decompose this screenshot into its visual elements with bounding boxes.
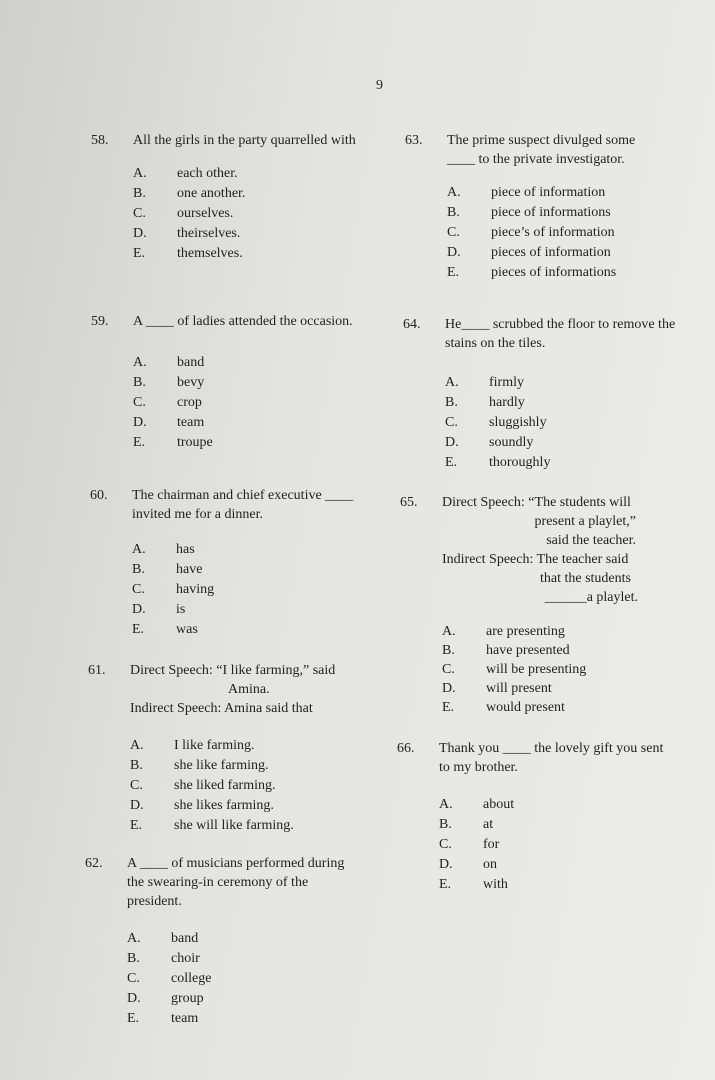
option-letter: E. bbox=[132, 622, 145, 637]
option-a[interactable] bbox=[132, 540, 362, 560]
option-b[interactable] bbox=[130, 756, 365, 776]
option-text: she like farming. bbox=[174, 758, 269, 773]
option-letter: D. bbox=[439, 857, 453, 872]
question-number: 65. bbox=[400, 495, 418, 510]
option-e[interactable] bbox=[445, 453, 677, 473]
option-text: piece of informations bbox=[491, 205, 611, 220]
option-letter: B. bbox=[127, 951, 140, 966]
question-65 bbox=[400, 493, 642, 717]
question-61 bbox=[88, 661, 365, 836]
option-a[interactable] bbox=[133, 353, 363, 373]
direct-speech-line: Direct Speech: “The students will bbox=[442, 495, 631, 510]
option-text: with bbox=[483, 877, 508, 892]
option-letter: B. bbox=[447, 205, 460, 220]
option-letter: E. bbox=[442, 700, 455, 715]
option-text: sluggishly bbox=[489, 415, 547, 430]
option-letter: E. bbox=[130, 818, 143, 833]
question-60 bbox=[90, 486, 362, 640]
option-letter: B. bbox=[442, 643, 455, 658]
option-b[interactable] bbox=[133, 373, 363, 393]
option-d[interactable] bbox=[127, 989, 352, 1009]
page-number: 9 bbox=[376, 78, 383, 93]
option-text: about bbox=[483, 797, 515, 812]
indirect-speech-continuation: that the students bbox=[540, 571, 631, 586]
option-letter: D. bbox=[442, 681, 456, 696]
option-c[interactable] bbox=[130, 776, 365, 796]
question-stem: All the girls in the party quarrelled with bbox=[133, 133, 356, 148]
option-d[interactable] bbox=[439, 855, 664, 875]
option-e[interactable] bbox=[447, 263, 662, 283]
question-stem: The prime suspect divulged some ____ to the private investigator. bbox=[447, 133, 636, 167]
option-text: ourselves. bbox=[177, 206, 234, 221]
option-letter: C. bbox=[445, 415, 458, 430]
option-letter: A. bbox=[133, 166, 147, 181]
option-letter: B. bbox=[130, 758, 143, 773]
option-b[interactable] bbox=[445, 393, 677, 413]
option-letter: C. bbox=[133, 395, 146, 410]
option-text: have presented bbox=[486, 643, 570, 658]
option-text: on bbox=[483, 857, 497, 872]
option-d[interactable] bbox=[130, 796, 365, 816]
option-a[interactable] bbox=[133, 164, 363, 184]
option-text: each other. bbox=[177, 166, 238, 181]
question-number: 62. bbox=[85, 856, 103, 871]
question-stem: He____ scrubbed the floor to remove the stains on the tiles. bbox=[445, 317, 676, 351]
option-d[interactable] bbox=[442, 679, 642, 698]
question-stem: Thank you ____ the lovely gift you sent to my brother. bbox=[439, 741, 664, 775]
option-letter: A. bbox=[132, 542, 146, 557]
option-text: pieces of information bbox=[491, 245, 611, 260]
option-e[interactable] bbox=[133, 244, 363, 264]
question-number: 63. bbox=[405, 133, 423, 148]
question-number: 58. bbox=[91, 133, 109, 148]
option-text: crop bbox=[177, 395, 202, 410]
option-a[interactable] bbox=[439, 795, 664, 815]
option-letter: B. bbox=[133, 186, 146, 201]
options-list bbox=[133, 164, 363, 264]
option-letter: D. bbox=[132, 602, 146, 617]
option-letter: B. bbox=[439, 817, 452, 832]
option-letter: C. bbox=[130, 778, 143, 793]
option-a[interactable] bbox=[445, 373, 677, 393]
option-text: piece’s of information bbox=[491, 225, 615, 240]
option-text: team bbox=[177, 415, 205, 430]
option-letter: E. bbox=[127, 1011, 140, 1026]
question-66 bbox=[397, 739, 664, 895]
option-text: is bbox=[176, 602, 186, 617]
option-text: theirselves. bbox=[177, 226, 241, 241]
option-text: for bbox=[483, 837, 500, 852]
option-letter: B. bbox=[132, 562, 145, 577]
option-text: band bbox=[171, 931, 199, 946]
option-text: at bbox=[483, 817, 494, 832]
option-text: troupe bbox=[177, 435, 213, 450]
option-text: college bbox=[171, 971, 212, 986]
option-text: firmly bbox=[489, 375, 524, 390]
direct-speech-speaker: Amina. bbox=[228, 682, 270, 697]
option-b[interactable] bbox=[442, 641, 642, 660]
option-text: bevy bbox=[177, 375, 205, 390]
option-letter: C. bbox=[133, 206, 146, 221]
question-number: 59. bbox=[91, 314, 109, 329]
option-c[interactable] bbox=[447, 223, 662, 243]
option-letter: E. bbox=[133, 435, 146, 450]
option-letter: D. bbox=[133, 415, 147, 430]
question-number: 61. bbox=[88, 663, 106, 678]
option-b[interactable] bbox=[127, 949, 352, 969]
option-b[interactable] bbox=[132, 560, 362, 580]
option-letter: A. bbox=[442, 624, 456, 639]
option-b[interactable] bbox=[439, 815, 664, 835]
option-text: she will like farming. bbox=[174, 818, 294, 833]
option-letter: C. bbox=[447, 225, 460, 240]
question-stem: A ____ of musicians performed during the swearing-in ceremony of the president. bbox=[127, 856, 345, 909]
option-letter: A. bbox=[439, 797, 453, 812]
option-letter: E. bbox=[445, 455, 458, 470]
option-text: will present bbox=[486, 681, 552, 696]
indirect-speech-blank: ______a playlet. bbox=[544, 590, 638, 605]
question-number: 60. bbox=[90, 488, 108, 503]
option-b[interactable] bbox=[447, 203, 662, 223]
option-c[interactable] bbox=[442, 660, 642, 679]
question-stem: The chairman and chief executive ____ invited me for a dinner. bbox=[132, 488, 354, 522]
option-e[interactable] bbox=[127, 1009, 352, 1029]
direct-speech-line: Direct Speech: “I like farming,” said bbox=[130, 663, 336, 678]
option-letter: C. bbox=[442, 662, 455, 677]
indirect-speech-line: Indirect Speech: The teacher said bbox=[442, 552, 629, 567]
option-letter: B. bbox=[445, 395, 458, 410]
option-c[interactable] bbox=[132, 580, 362, 600]
indirect-speech-line: Indirect Speech: Amina said that bbox=[130, 701, 313, 716]
question-64 bbox=[403, 315, 677, 473]
question-62 bbox=[85, 854, 352, 1029]
option-text: band bbox=[177, 355, 205, 370]
option-text: themselves. bbox=[177, 246, 243, 261]
option-text: are presenting bbox=[486, 624, 565, 639]
option-b[interactable] bbox=[133, 184, 363, 204]
option-letter: A. bbox=[130, 738, 144, 753]
option-text: has bbox=[176, 542, 195, 557]
option-text: she likes farming. bbox=[174, 798, 274, 813]
option-letter: A. bbox=[447, 185, 461, 200]
option-a[interactable] bbox=[447, 183, 662, 203]
question-63 bbox=[405, 131, 662, 283]
option-text: I like farming. bbox=[174, 738, 255, 753]
option-text: team bbox=[171, 1011, 199, 1026]
option-letter: D. bbox=[447, 245, 461, 260]
option-text: having bbox=[176, 582, 215, 597]
question-58 bbox=[91, 131, 363, 264]
option-c[interactable] bbox=[445, 413, 677, 433]
option-c[interactable] bbox=[133, 393, 363, 413]
option-letter: D. bbox=[130, 798, 144, 813]
options-list bbox=[442, 622, 642, 717]
option-a[interactable] bbox=[130, 736, 365, 756]
option-letter: A. bbox=[133, 355, 147, 370]
option-e[interactable] bbox=[442, 698, 642, 717]
option-e[interactable] bbox=[130, 816, 365, 836]
option-text: choir bbox=[171, 951, 200, 966]
option-letter: B. bbox=[133, 375, 146, 390]
option-e[interactable] bbox=[439, 875, 664, 895]
option-text: she liked farming. bbox=[174, 778, 276, 793]
option-text: have bbox=[176, 562, 203, 577]
option-text: soundly bbox=[489, 435, 534, 450]
option-letter: C. bbox=[127, 971, 140, 986]
options-list bbox=[133, 353, 363, 453]
option-letter: A. bbox=[445, 375, 459, 390]
options-list bbox=[439, 795, 664, 895]
option-d[interactable] bbox=[132, 600, 362, 620]
option-d[interactable] bbox=[133, 413, 363, 433]
option-d[interactable] bbox=[133, 224, 363, 244]
option-d[interactable] bbox=[445, 433, 677, 453]
options-list bbox=[447, 183, 662, 283]
direct-speech-speaker: said the teacher. bbox=[546, 533, 636, 548]
question-59 bbox=[91, 312, 363, 453]
option-e[interactable] bbox=[132, 620, 362, 640]
option-letter: D. bbox=[133, 226, 147, 241]
option-d[interactable] bbox=[447, 243, 662, 263]
option-letter: C. bbox=[132, 582, 145, 597]
option-text: thoroughly bbox=[489, 455, 551, 470]
question-number: 66. bbox=[397, 741, 415, 756]
option-letter: A. bbox=[127, 931, 141, 946]
option-text: hardly bbox=[489, 395, 525, 410]
option-a[interactable] bbox=[442, 622, 642, 641]
option-e[interactable] bbox=[133, 433, 363, 453]
option-text: would present bbox=[486, 700, 565, 715]
option-letter: E. bbox=[133, 246, 146, 261]
direct-speech-quote: present a playlet,” bbox=[534, 514, 636, 529]
option-text: piece of information bbox=[491, 185, 606, 200]
option-text: one another. bbox=[177, 186, 246, 201]
option-c[interactable] bbox=[133, 204, 363, 224]
options-list bbox=[127, 929, 352, 1029]
question-number: 64. bbox=[403, 317, 421, 332]
options-list bbox=[445, 373, 677, 473]
option-letter: E. bbox=[447, 265, 460, 280]
option-text: will be presenting bbox=[486, 662, 587, 677]
options-list bbox=[132, 540, 362, 640]
option-text: was bbox=[176, 622, 198, 637]
option-c[interactable] bbox=[439, 835, 664, 855]
option-letter: D. bbox=[445, 435, 459, 450]
option-text: pieces of informations bbox=[491, 265, 617, 280]
option-letter: C. bbox=[439, 837, 452, 852]
option-letter: D. bbox=[127, 991, 141, 1006]
options-list bbox=[130, 736, 365, 836]
question-stem: A ____ of ladies attended the occasion. bbox=[133, 314, 353, 329]
option-a[interactable] bbox=[127, 929, 352, 949]
option-text: group bbox=[171, 991, 204, 1006]
option-letter: E. bbox=[439, 877, 452, 892]
option-c[interactable] bbox=[127, 969, 352, 989]
